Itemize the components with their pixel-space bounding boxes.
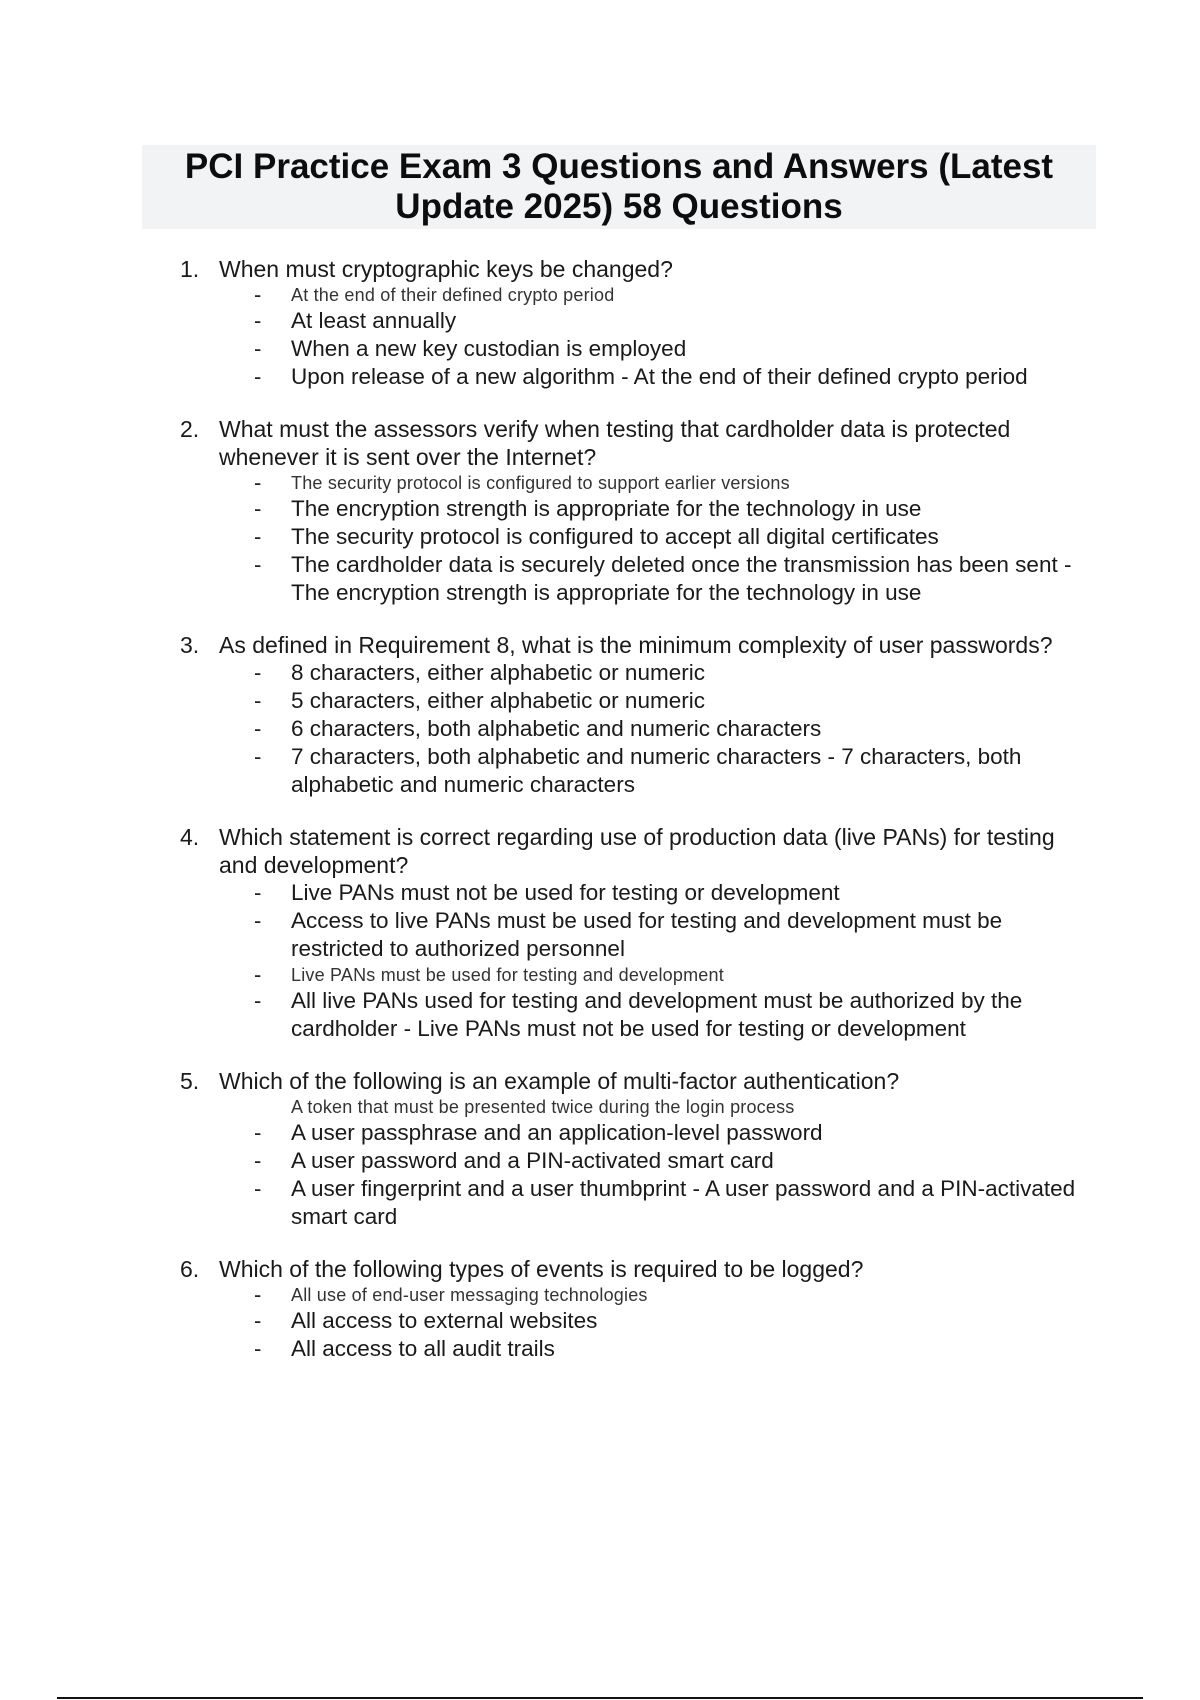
answer-option-text: All access to all audit trails xyxy=(291,1336,555,1361)
answer-option xyxy=(180,987,1091,1043)
page-bottom-rule xyxy=(57,1697,1143,1699)
question-6 xyxy=(180,1255,1100,1363)
dash-bullet: - xyxy=(254,308,262,333)
answer-options xyxy=(180,879,1100,1043)
answer-option-text: A token that must be presented twice during the login process xyxy=(291,1097,795,1117)
dash-bullet: - xyxy=(254,688,262,713)
answer-option-text: 7 characters, both alphabetic and numeric characters - 7 characters, both alphabetic and numeric characters xyxy=(291,744,1022,797)
dash-bullet: - xyxy=(254,744,262,769)
answer-options xyxy=(180,283,1100,391)
answer-option xyxy=(180,659,1091,687)
question-text: As defined in Requirement 8, what is the minimum complexity of user passwords? xyxy=(219,632,1053,658)
question-number: 4. xyxy=(180,824,200,850)
answer-option xyxy=(180,715,1091,743)
answer-option-text: The security protocol is configured to accept all digital certificates xyxy=(291,524,939,549)
answer-option-text: Live PANs must not be used for testing or development xyxy=(291,880,840,905)
question-text: When must cryptographic keys be changed? xyxy=(219,256,673,282)
answer-option xyxy=(180,1283,1091,1307)
answer-option-text: 8 characters, either alphabetic or numeric xyxy=(291,660,705,685)
question-4 xyxy=(180,823,1100,1043)
answer-option xyxy=(180,523,1091,551)
answer-option-text: At least annually xyxy=(291,308,457,333)
answer-option-text: 6 characters, both alphabetic and numeric characters xyxy=(291,716,822,741)
document-title xyxy=(142,145,1096,229)
answer-option-text: Live PANs must be used for testing and development xyxy=(291,965,724,985)
answer-option xyxy=(180,363,1091,391)
answer-option xyxy=(180,307,1091,335)
dash-bullet: - xyxy=(254,908,262,933)
answer-option xyxy=(180,963,1091,987)
title-line-2: Update 2025) 58 Questions xyxy=(395,187,843,226)
dash-bullet: - xyxy=(254,496,262,521)
question-number: 1. xyxy=(180,256,200,282)
question-text: Which statement is correct regarding use of production data (live PANs) for testing and development? xyxy=(219,824,1055,878)
answer-option xyxy=(180,335,1091,363)
answer-option-text: The security protocol is configured to support earlier versions xyxy=(291,473,790,493)
dash-bullet: - xyxy=(254,1148,262,1173)
dash-bullet: - xyxy=(254,988,262,1013)
dash-bullet: - xyxy=(254,660,262,685)
answer-option xyxy=(180,495,1091,523)
answer-option-text: All live PANs used for testing and development must be authorized by the cardholder - Live PANs must not be used for testing or development xyxy=(291,988,1023,1041)
answer-option-text: A user fingerprint and a user thumbprint - A user password and a PIN-activated smart card xyxy=(291,1176,1076,1229)
dash-bullet: - xyxy=(254,962,262,987)
answer-option-text: Access to live PANs must be used for testing and development must be restricted to authorized personnel xyxy=(291,908,1003,961)
question-text: Which of the following is an example of multi-factor authentication? xyxy=(219,1068,900,1094)
answer-option-text: The encryption strength is appropriate for the technology in use xyxy=(291,496,922,521)
answer-option-text: 5 characters, either alphabetic or numeric xyxy=(291,688,705,713)
dash-bullet: - xyxy=(254,282,262,307)
dash-bullet: - xyxy=(254,716,262,741)
question-2 xyxy=(180,415,1100,607)
question-number: 6. xyxy=(180,1256,200,1282)
answer-option-text: Upon release of a new algorithm - At the end of their defined crypto period xyxy=(291,364,1028,389)
answer-option-text: A user password and a PIN-activated smart card xyxy=(291,1148,774,1173)
dash-bullet: - xyxy=(254,1308,262,1333)
answer-option xyxy=(180,1095,1091,1119)
dash-bullet: - xyxy=(254,364,262,389)
answer-option xyxy=(180,743,1091,799)
answer-option xyxy=(180,1175,1091,1231)
question-number: 3. xyxy=(180,632,200,658)
question-number: 2. xyxy=(180,416,200,442)
dash-bullet: - xyxy=(254,1336,262,1361)
question-1 xyxy=(180,255,1100,391)
question-text: Which of the following types of events is required to be logged? xyxy=(219,1256,864,1282)
question-3 xyxy=(180,631,1100,799)
answer-option-text: All access to external websites xyxy=(291,1308,598,1333)
answer-option-text: At the end of their defined crypto period xyxy=(291,285,615,305)
answer-option-text: All use of end-user messaging technologies xyxy=(291,1285,648,1305)
dash-bullet: - xyxy=(254,1176,262,1201)
answer-option xyxy=(180,1119,1091,1147)
title-line-1: PCI Practice Exam 3 Questions and Answers (Latest xyxy=(184,147,1054,186)
answer-options xyxy=(180,471,1100,607)
dash-bullet: - xyxy=(254,552,262,577)
answer-option-text: A user passphrase and an application-level password xyxy=(291,1120,823,1145)
answer-option xyxy=(180,1147,1091,1175)
dash-bullet: - xyxy=(254,470,262,495)
answer-option-text: When a new key custodian is employed xyxy=(291,336,687,361)
answer-option xyxy=(180,687,1091,715)
dash-bullet: - xyxy=(254,1120,262,1145)
answer-option xyxy=(180,1307,1091,1335)
answer-option xyxy=(180,907,1091,963)
dash-bullet: - xyxy=(254,336,262,361)
answer-option xyxy=(180,551,1091,607)
question-5 xyxy=(180,1067,1100,1231)
question-number: 5. xyxy=(180,1068,200,1094)
question-text: What must the assessors verify when testing that cardholder data is protected whenever it is sent over the Internet? xyxy=(219,416,1011,470)
dash-bullet: - xyxy=(254,880,262,905)
answer-option xyxy=(180,1335,1091,1363)
answer-options xyxy=(180,659,1100,799)
answer-option xyxy=(180,283,1091,307)
answer-options xyxy=(180,1095,1100,1231)
answer-options xyxy=(180,1283,1100,1363)
answer-option xyxy=(180,471,1091,495)
answer-option xyxy=(180,879,1091,907)
question-list xyxy=(180,255,1100,1363)
dash-bullet: - xyxy=(254,1282,262,1307)
answer-option-text: The cardholder data is securely deleted once the transmission has been sent - The encryption strength is appropriate for the technology in use xyxy=(291,552,1072,605)
dash-bullet: - xyxy=(254,524,262,549)
